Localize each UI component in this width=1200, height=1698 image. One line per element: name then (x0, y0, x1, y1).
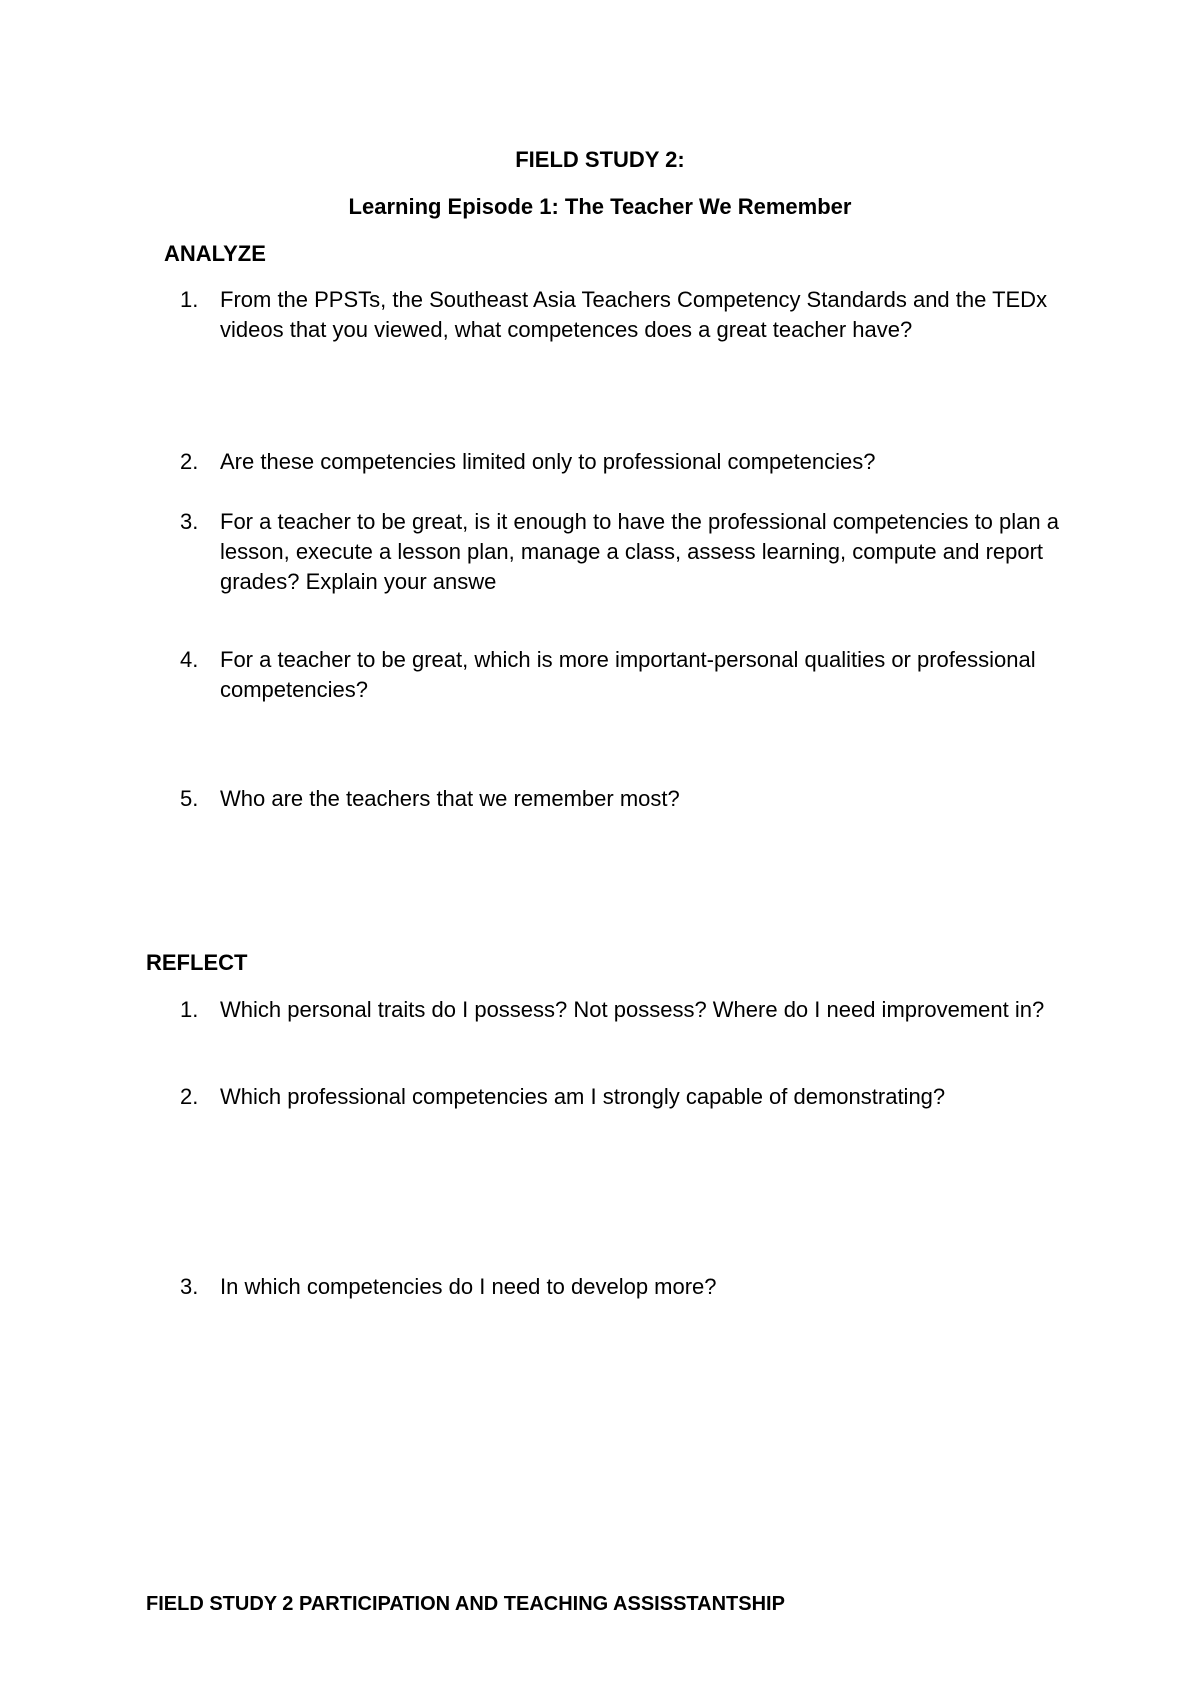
item-number: 5. (180, 786, 199, 811)
item-number: 4. (180, 647, 199, 672)
reflect-item-2 (180, 1082, 1060, 1112)
reflect-heading: REFLECT (146, 950, 248, 975)
item-text: In which competencies do I need to develop more? (220, 1274, 717, 1299)
item-number: 2. (180, 1084, 199, 1109)
item-number: 1. (180, 997, 199, 1022)
analyze-item-3 (180, 507, 1060, 597)
analyze-item-2 (180, 447, 1060, 477)
item-text: For a teacher to be great, which is more important-personal qualities or professional competencies? (220, 647, 1036, 702)
item-text: Are these competencies limited only to professional competencies? (220, 449, 876, 474)
item-text: Which professional competencies am I strongly capable of demonstrating? (220, 1084, 946, 1109)
reflect-item-1 (180, 995, 1060, 1025)
item-number: 3. (180, 509, 199, 534)
item-number: 2. (180, 449, 199, 474)
analyze-item-4 (180, 645, 1060, 705)
item-text: Who are the teachers that we remember most? (220, 786, 680, 811)
page-footer: FIELD STUDY 2 PARTICIPATION AND TEACHING ASSISSTANTSHIP (146, 1593, 785, 1615)
item-text: For a teacher to be great, is it enough to have the professional competencies to plan a lesson, execute a lesson plan, manage a class, assess learning, compute and report grades? Explain your answe (220, 509, 1059, 594)
item-number: 3. (180, 1274, 199, 1299)
analyze-item-5 (180, 784, 1060, 814)
analyze-heading: ANALYZE (164, 241, 266, 266)
item-text: Which personal traits do I possess? Not possess? Where do I need improvement in? (220, 997, 1045, 1022)
document-title: FIELD STUDY 2: (515, 147, 685, 172)
analyze-item-1 (180, 285, 1060, 345)
episode-title: Learning Episode 1: The Teacher We Remember (348, 194, 852, 219)
item-text: From the PPSTs, the Southeast Asia Teachers Competency Standards and the TEDx videos that you viewed, what competences does a great teacher have? (220, 287, 1048, 342)
reflect-item-3 (180, 1272, 1060, 1302)
item-number: 1. (180, 287, 199, 312)
